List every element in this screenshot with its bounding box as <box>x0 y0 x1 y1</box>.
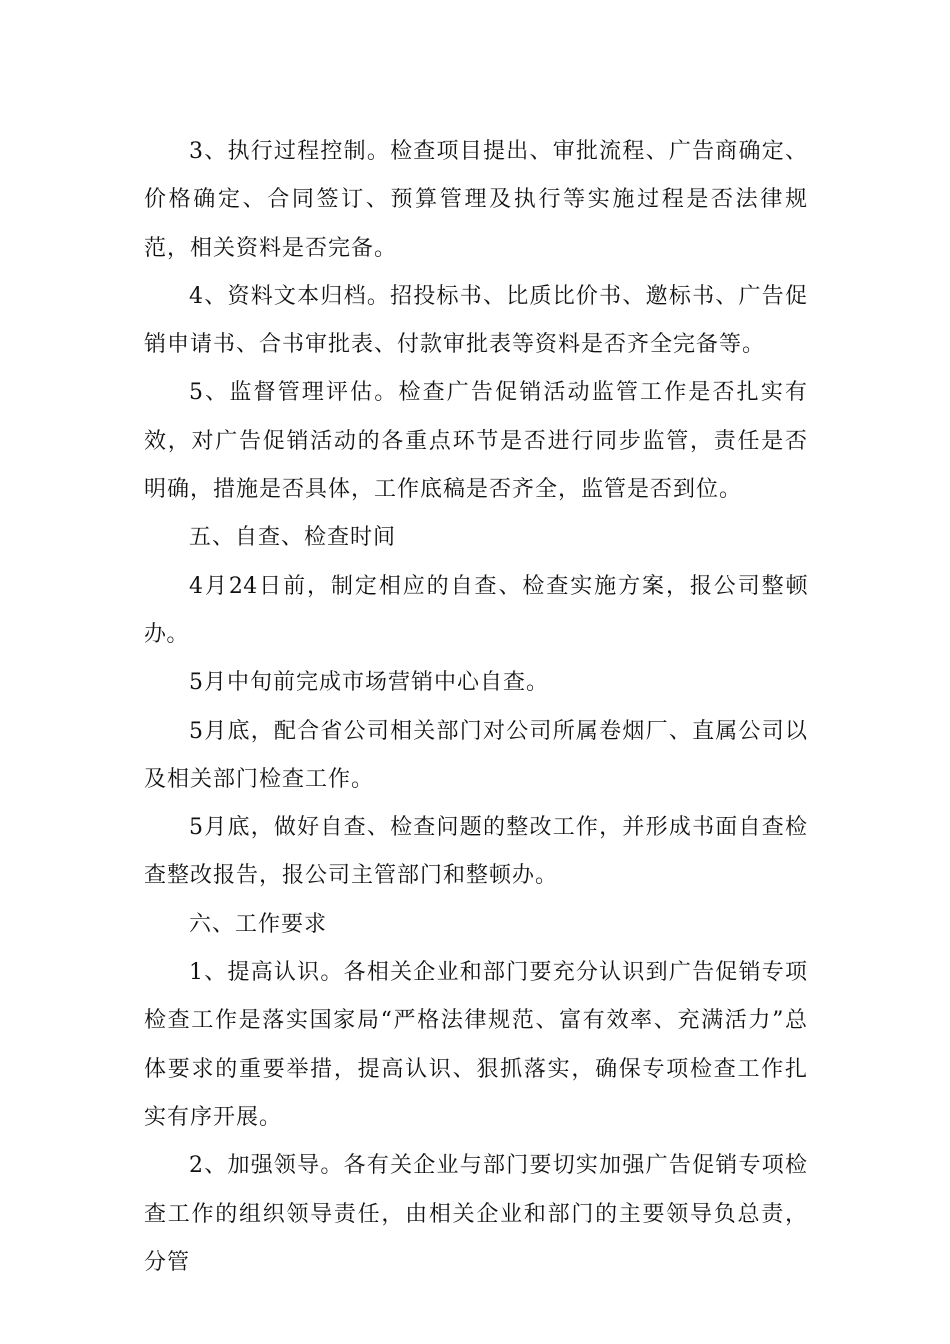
paragraph-raise-awareness: 1、提高认识。各相关企业和部门要充分认识到广告促销专项检查工作是落实国家局“严格法律规范、富有效率、充满活力”总体要求的重要举措，提高认识、狠抓落实，确保专项检查工作扎实有序开展。 <box>144 960 808 1130</box>
paragraph-supervision-evaluation: 5、监督管理评估。检查广告促销活动监管工作是否扎实有效，对广告促销活动的各重点环节是否进行同步监管，责任是否明确，措施是否具体，工作底稿是否齐全，监管是否到位。 <box>144 380 808 503</box>
document-body <box>144 128 808 1287</box>
paragraph-april-plan: 4月24日前，制定相应的自查、检查实施方案，报公司整顿办。 <box>144 573 808 647</box>
paragraph-may-end-rectification: 5月底，做好自查、检查问题的整改工作，并形成书面自查检查整改报告，报公司主管部门和整顿办。 <box>144 815 808 889</box>
paragraph-execution-control: 3、执行过程控制。检查项目提出、审批流程、广告商确定、价格确定、合同签订、预算管理及执行等实施过程是否法律规范，相关资料是否完备。 <box>144 139 808 261</box>
section-heading-requirements: 六、工作要求 <box>189 911 328 937</box>
paragraph-may-end-inspection: 5月底，配合省公司相关部门对公司所属卷烟厂、直属公司以及相关部门检查工作。 <box>144 718 808 792</box>
section-heading-schedule: 五、自查、检查时间 <box>189 525 397 551</box>
paragraph-may-mid-selfcheck: 5月中旬前完成市场营销中心自查。 <box>189 670 549 696</box>
paragraph-document-archiving: 4、资料文本归档。招投标书、比质比价书、邀标书、广告促销申请书、合书审批表、付款审批表等资料是否齐全完备等。 <box>144 283 808 358</box>
paragraph-strengthen-leadership: 2、加强领导。各有关企业与部门要切实加强广告促销专项检查工作的组织领导责任，由相关企业和部门的主要领导负总责，分管 <box>144 1153 808 1275</box>
